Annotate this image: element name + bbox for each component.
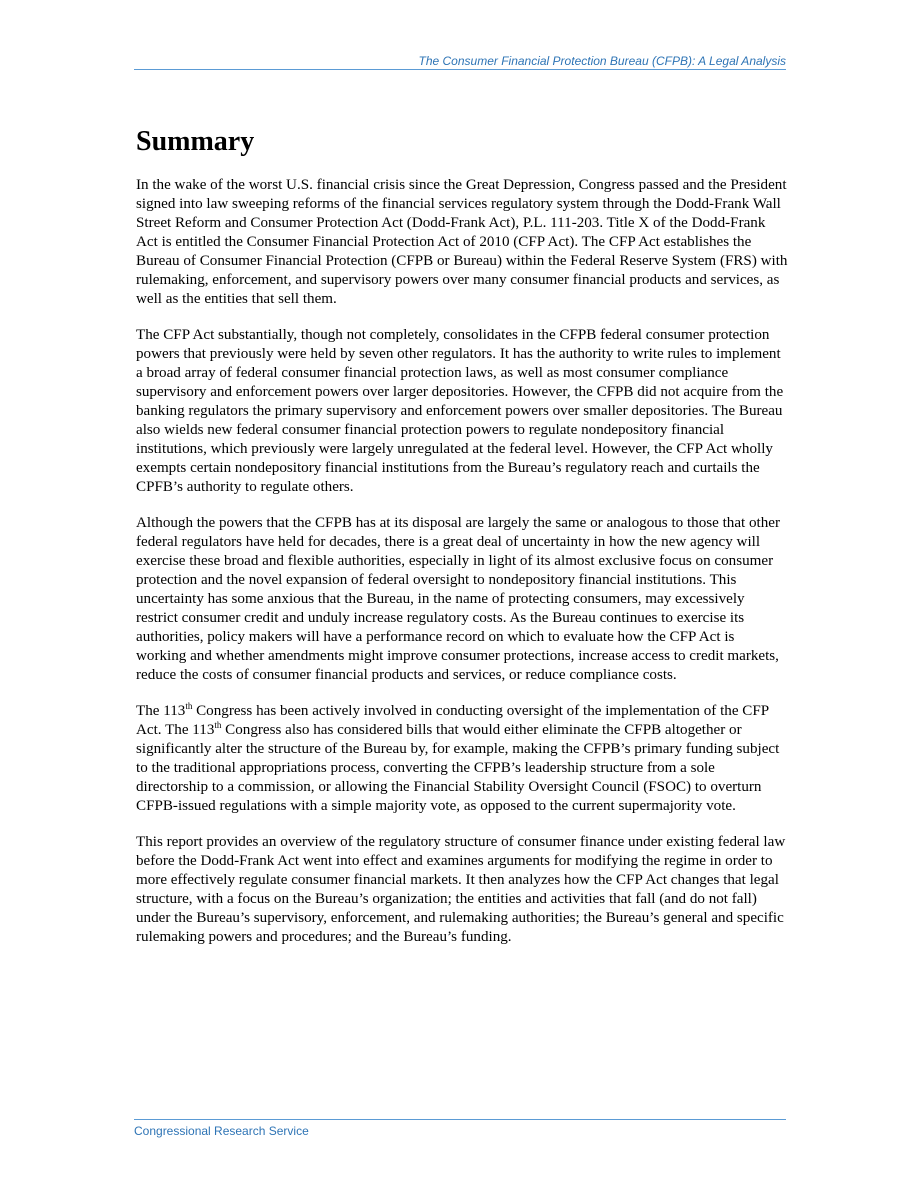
paragraph-4-text-a: The 113 (136, 703, 186, 719)
paragraph-4-text-b: Congress has been actively involved in conducting oversight of the implementation of the CFP Act. The 113 (136, 703, 769, 738)
paragraph-5: This report provides an overview of the regulatory structure of consumer finance under existing federal law before the Dodd-Frank Act went into effect and examines arguments for modifying the regime in order to more effectively regulate consumer financial markets. It then analyzes how the CFP Act changes that legal structure, with a focus on the Bureau’s organization; the entities and activities that fall (and do not fall) under the Bureau’s supervisory, enforcement, and rulemaking authorities; the Bureau’s general and specific rulemaking powers and procedures; and the Bureau’s funding. (136, 834, 786, 945)
running-header (134, 54, 786, 70)
paragraph-4-text-c: Congress also has considered bills that would either eliminate the CFPB altogether or significantly alter the structure of the Bureau by, for example, making the CFPB’s primary funding subject to the traditional appropriations process, converting the CFPB’s leadership structure from a sole directorship to a commission, or allowing the Financial Stability Oversight Council (FSOC) to overturn CFPB-issued regulations with a simple majority vote, as opposed to the current supermajority vote. (136, 722, 780, 814)
footer-organization: Congressional Research Service (134, 1124, 309, 1138)
paragraph-2: The CFP Act substantially, though not completely, consolidates in the CFPB federal consumer protection powers that previously were held by seven other regulators. It has the authority to write rules to implement a broad array of federal consumer financial protection laws, as well as most consumer compliance supervisory and enforcement powers over larger depositories. However, the CFPB did not acquire from the banking regulators the primary supervisory and enforcement powers over smaller depositories. The Bureau also wields new federal consumer financial protection powers to regulate nondepository financial institutions, which previously were largely unregulated at the federal level. However, the CFP Act wholly exempts certain nondepository financial institutions from the Bureau’s regulatory reach and curtails the CPFB’s authority to regulate others. (136, 327, 784, 495)
paragraph-1: In the wake of the worst U.S. financial crisis since the Great Depression, Congress passed and the President signed into law sweeping reforms of the financial services regulatory system through the Dodd-Frank Wall Street Reform and Consumer Protection Act (Dodd-Frank Act), P.L. 111-203. Title X of the Dodd-Frank Act is entitled the Consumer Financial Protection Act of 2010 (CFP Act). The CFP Act establishes the Bureau of Consumer Financial Protection (CFPB or Bureau) within the Federal Reserve System (FRS) with rulemaking, enforcement, and supervisory powers over many consumer financial products and services, as well as the entities that sell them. (136, 177, 788, 307)
page-footer (134, 1119, 786, 1140)
paragraph-4 (136, 702, 788, 816)
running-header-title: The Consumer Financial Protection Bureau (CFPB): A Legal Analysis (418, 54, 786, 68)
ordinal-suffix: th (185, 701, 193, 711)
ordinal-suffix: th (214, 720, 222, 730)
paragraph-3: Although the powers that the CFPB has at its disposal are largely the same or analogous to those that other federal regulators have held for decades, there is a great deal of uncertainty in how the new agency will exercise these broad and flexible authorities, especially in light of its almost exclusive focus on consumer protection and the novel expansion of federal oversight to nondepository financial institutions. This uncertainty has some anxious that the Bureau, in the name of protecting consumers, may excessively restrict consumer credit and unduly increase regulatory costs. As the Bureau continues to exercise its authorities, policy makers will have a performance record on which to evaluate how the CFP Act is working and whether amendments might improve consumer protections, increase access to credit markets, reduce the costs of consumer financial products and services, or reduce compliance costs. (136, 515, 781, 683)
summary-body (136, 176, 788, 964)
section-title: Summary (136, 126, 255, 157)
